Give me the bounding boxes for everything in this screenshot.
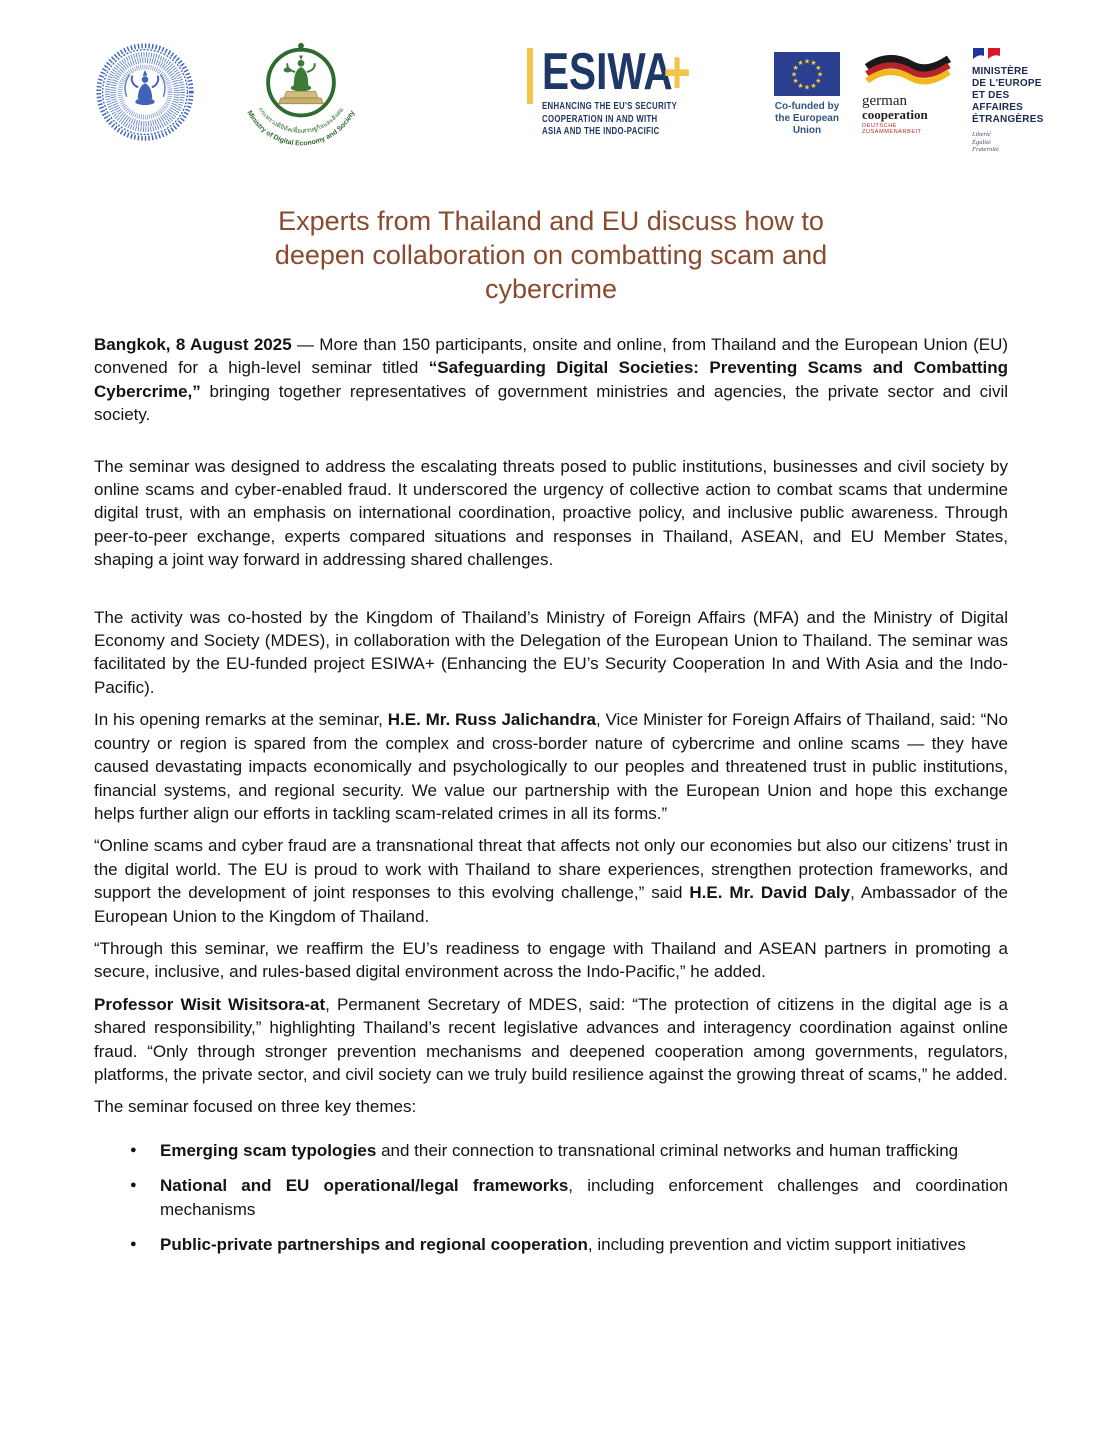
svg-text:★: ★ [797,81,804,90]
german-cooperation-logo [862,54,958,135]
paragraph-daly-added: “Through this seminar, we reaffirm the EU’s readiness to engage with Thailand and ASEAN partners in promoting a secure, inclusive, and rules-based digital environment across the Indo-Pacific,” he added. [94,938,1008,982]
eu-flag-icon [774,52,840,96]
french-ministry-line: MINISTÈRE [972,66,1029,77]
french-motto-line: Liberté [972,131,991,138]
esiwa-word-text: ESIWA [542,43,673,101]
esiwa-wordmark [542,39,695,106]
eu-cofunded-logo [764,52,850,137]
esiwa-accent-bar [527,48,533,104]
page-title [0,204,1102,306]
paragraph-wisit-quote: Professor Wisit Wisitsora-at, Permanent Secretary of MDES, said: “The protection of citizens in the digital age is a shared responsibility,” highlighting Thailand’s recent legislative advances and interagency coordination against online fraud. “Only through stronger prevention mechanisms and deepened cooperation among governments, regulators, platforms, the private sector, and civil society can we truly build resilience against the growing threat of scams,” he added. [94,994,1008,1084]
title-line: Experts from Thailand and EU discuss how to [278,206,824,236]
german-cooperation-subtitle: DEUTSCHE ZUSAMMENARBEIT [862,123,922,135]
mdes-thai-arc-text: กระทรวงดิจิทัลเพื่อเศรษฐกิจและสังคม [256,106,346,135]
esiwa-plus-logo [527,39,738,139]
list-item-text: National and EU operational/legal frameworks, including enforcement challenges and coordination mechanisms [160,1176,1008,1219]
svg-text:★: ★ [810,59,817,68]
title-line: cybercrime [484,274,618,304]
bullet-icon: ● [130,1179,137,1192]
thailand-mfa-emblem-icon [92,38,198,150]
paragraph-david-daly-quote: “Online scams and cyber fraud are a transnational threat that affects not only our economies but also our citizens’ trust in the digital world. The EU is proud to work with Thailand to share experiences, strengthen protection frameworks, and support the development of joint responses to this evolving challenge,” said H.E. Mr. David Daly, Ambassador of the European Union to the Kingdom of Thailand. [94,836,1008,926]
svg-text:★: ★ [792,77,799,85]
french-ministry-line: ET DES AFFAIRES [972,90,1024,113]
svg-text:★: ★ [810,81,817,90]
paragraph-dateline-intro: Bangkok, 8 August 2025 — More than 150 participants, onsite and online, from Thailand and the European Union (EU) convened for a high-level seminar titled “Safeguarding Digital Societies: Preventing Scams and Combatting Cybercrime,” bringing together representatives of government ministries and agencies, the private sector and civil society. [94,335,1009,425]
mdes-ministry-logo [238,40,364,158]
list-item-legal-frameworks [130,1174,1008,1221]
svg-text:★: ★ [790,70,798,79]
svg-text:★: ★ [803,57,811,66]
eu-caption-line: Co-funded by [774,101,840,112]
esiwa-tagline [542,101,695,139]
paragraph-seminar-purpose: The seminar was designed to address the escalating threats posed to public institutions, businesses and civil society by online scams and cyber-enabled fraud. It underscored the urgency of collective action to combat scams that undermine digital trust, with an emphasis on international coordination, proactive policy, and inclusive public awareness. Through peer-to-peer exchange, experts compared situations and responses in Thailand, ASEAN, and EU Member States, shaping a joint way forward in addressing shared challenges. [94,456,1008,570]
list-item-text: Public-private partnerships and regional cooperation, including prevention and victim support initiatives [160,1235,966,1254]
french-ministry-line: DE L'EUROPE [972,78,1042,89]
paragraph-russ-jalichandra-quote: In his opening remarks at the seminar, H.E. Mr. Russ Jalichandra, Vice Minister for Foreign Affairs of Thailand, said: “No country or region is spared from the complex and cross-border nature of cybercrime and online scams — they have caused devastating impacts economically and psychologically to our peoples and threatened trust in public institutions, financial systems, and regional security. We value our partnership with the European Union and hope this exchange helps further align our efforts in tackling scam-related crimes in all its forms.” [94,710,1008,823]
svg-text:★: ★ [797,59,804,68]
french-motto [972,131,1050,154]
logo-header [0,0,1102,158]
french-ministry-line: ÉTRANGÈRES [972,114,1044,125]
eu-cofunded-caption [764,101,850,137]
svg-text:★: ★ [815,77,822,85]
thai-logos-group [92,38,364,158]
french-ministry-logo [972,46,1050,154]
list-item-text: Emerging scam typologies and their connection to transnational criminal networks and human trafficking [160,1140,959,1160]
svg-text:★: ★ [815,64,822,72]
french-flag-icon [972,46,1002,63]
svg-text:★: ★ [816,70,824,79]
svg-text:★: ★ [803,83,811,92]
esiwa-tagline-line: COOPERATION IN AND WITH [542,113,658,125]
german-flag-ribbon-icon [862,54,954,94]
article-body [0,306,1102,1256]
esiwa-plus-icon: + [663,39,691,106]
list-item-partnerships [130,1233,1008,1256]
bullet-icon: ● [130,1143,137,1156]
title-line: deepen collaboration on combatting scam and [274,240,828,270]
mdes-english-arc-text: Ministry of Digital Economy and Society [245,109,357,148]
paragraph-themes-intro: The seminar focused on three key themes: [94,1097,417,1117]
list-item-scam-typologies [130,1139,1008,1162]
esiwa-tagline-line: ASIA AND THE INDO-PACIFIC [542,126,660,137]
svg-text:★: ★ [792,64,799,72]
german-cooperation-name: german [862,93,907,109]
french-motto-line: Fraternité [972,146,999,153]
paragraph-cohosts: The activity was co-hosted by the Kingdom of Thailand’s Ministry of Foreign Affairs (MFA) and the Ministry of Digital Economy and Society (MDES), in collaboration with the Delegation of the European Union to Thailand. The seminar was facilitated by the EU-funded project ESIWA+ (Enhancing the EU’s Security Cooperation In and With Asia and the Indo-Pacific). [94,607,1008,697]
key-themes-list [94,1139,1008,1257]
bullet-icon: ● [130,1238,137,1250]
french-ministry-name [972,66,1050,126]
eu-caption-line: the European Union [775,113,839,136]
esiwa-tagline-line: ENHANCING THE EU'S SECURITY [542,101,678,112]
partner-logos-group [527,38,1050,154]
german-cooperation-name2: cooperation [862,107,928,122]
french-motto-line: Égalité [972,138,991,146]
